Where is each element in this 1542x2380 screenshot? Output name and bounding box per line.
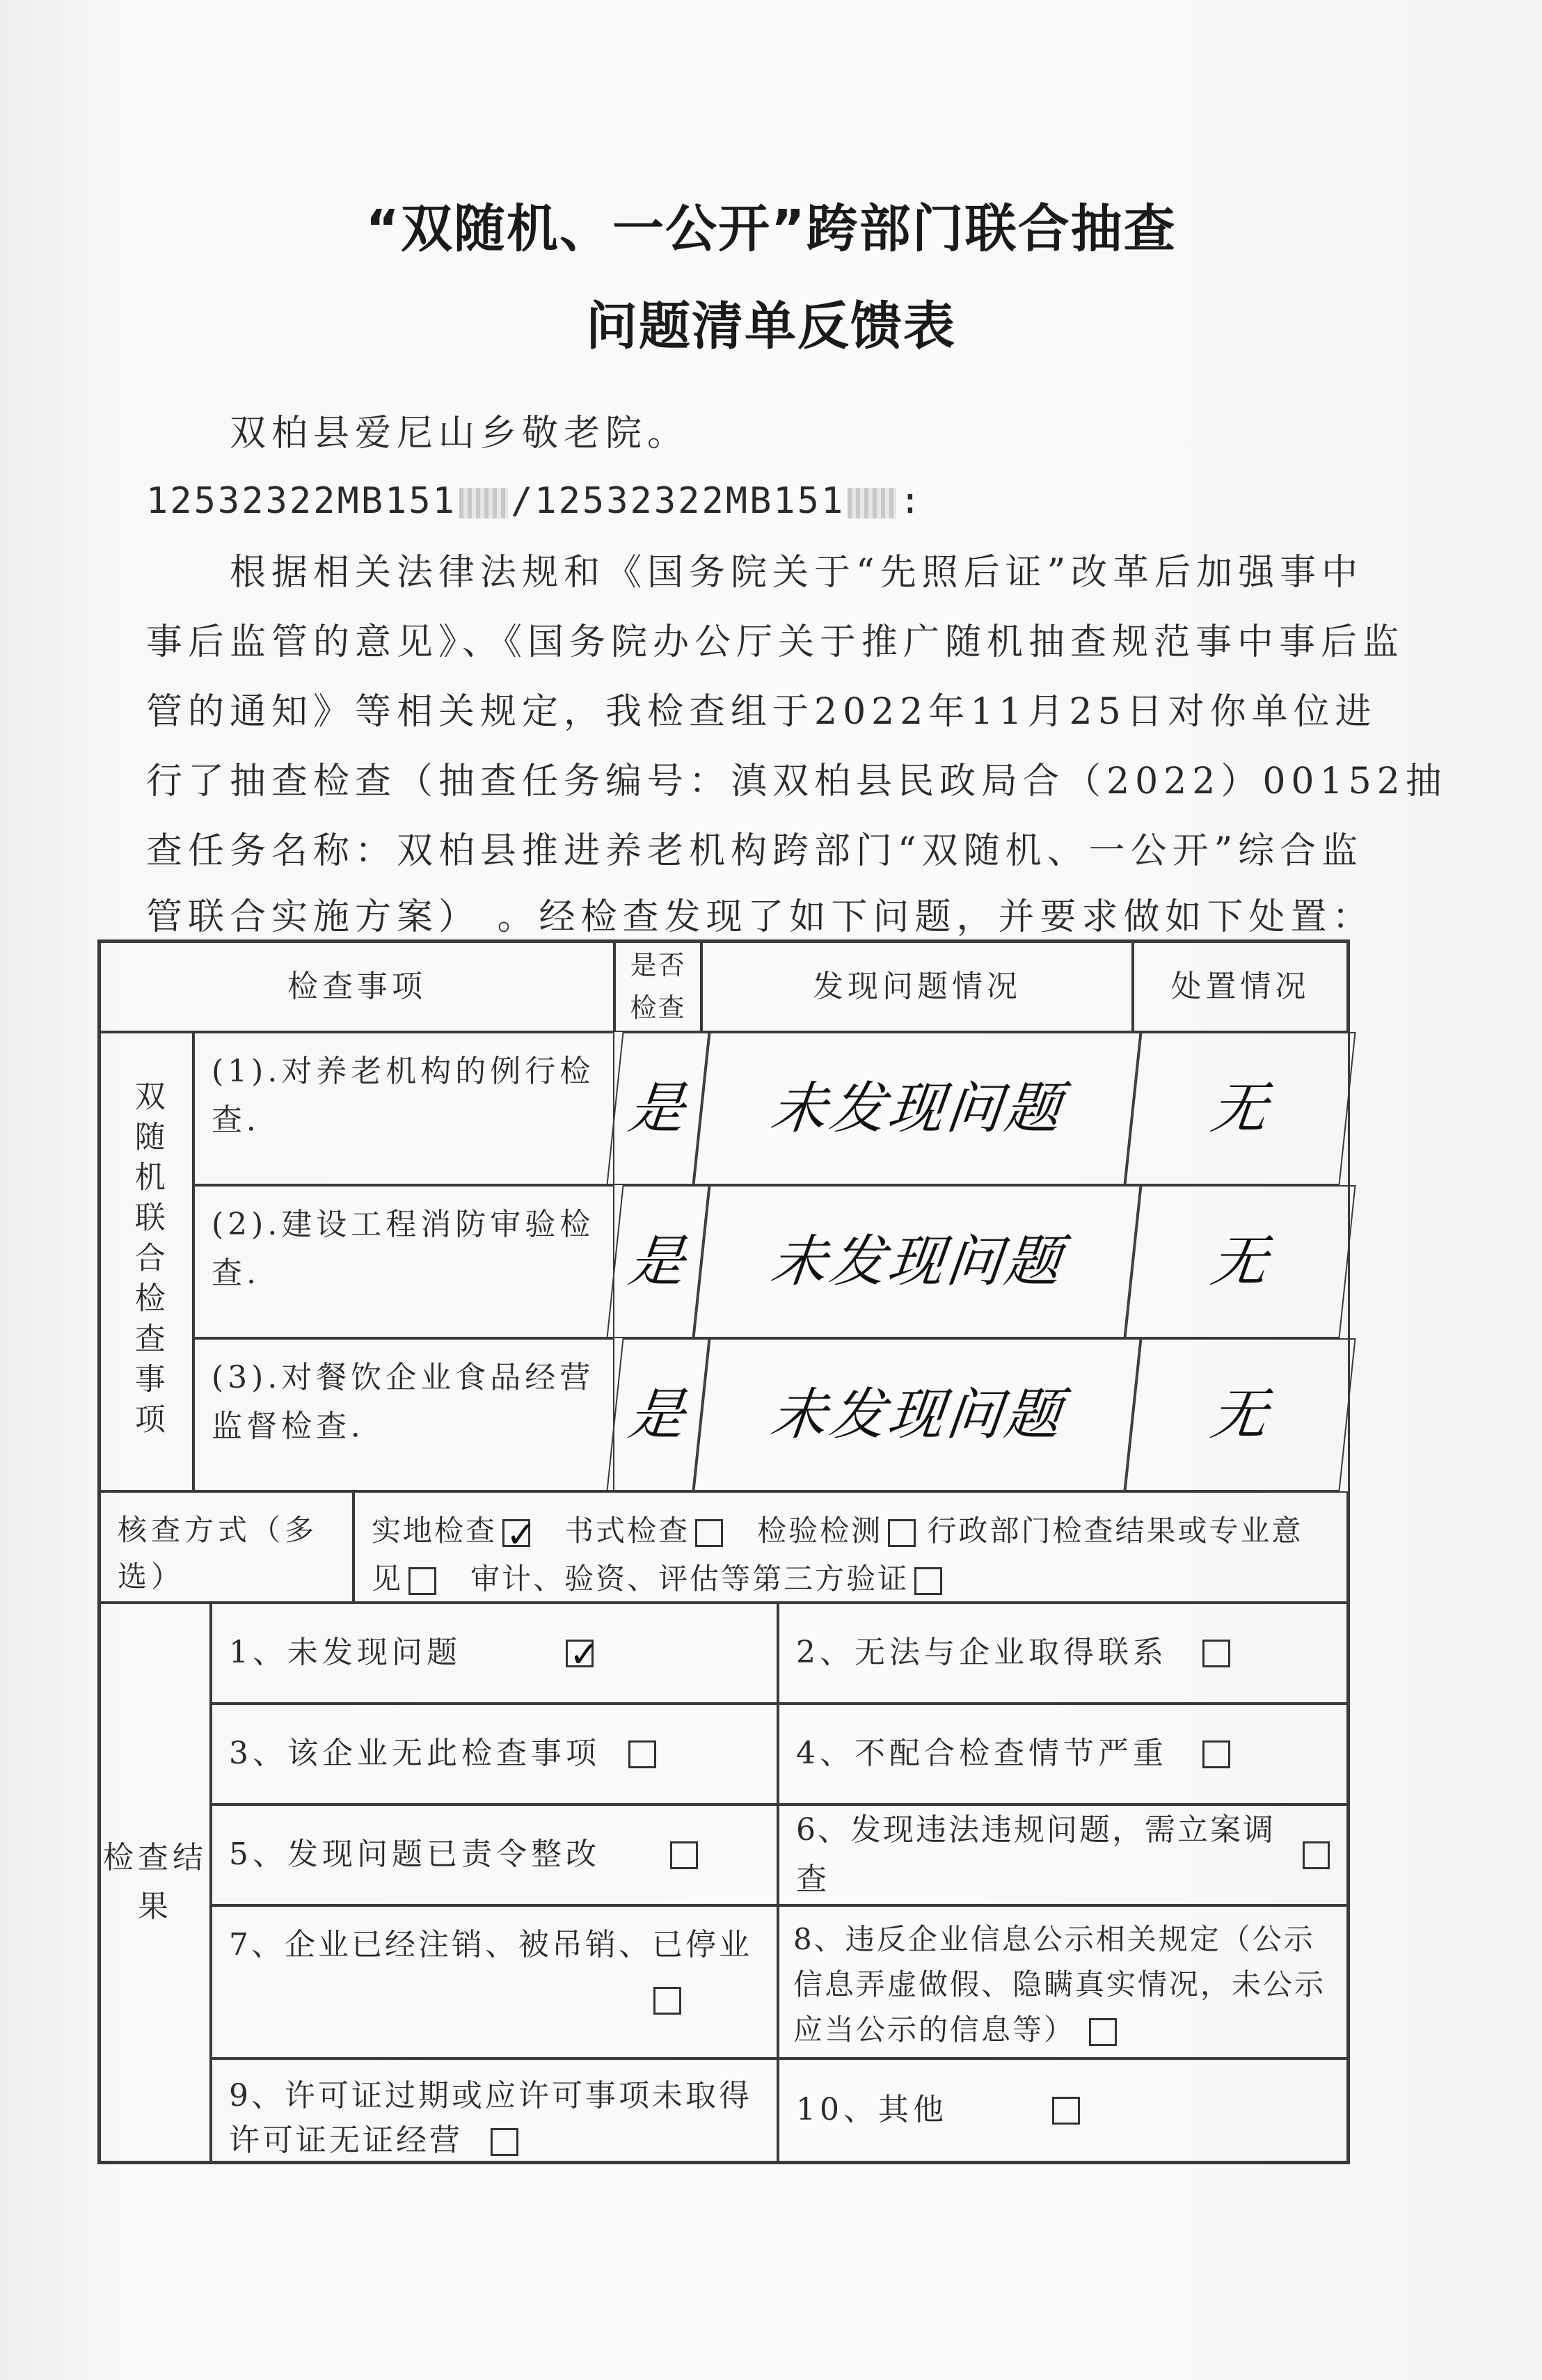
row-found: 未发现问题 [693, 1185, 1140, 1338]
result-option-2[interactable]: 2、无法与企业取得联系 [778, 1603, 1348, 1704]
inspection-table [97, 939, 1350, 2164]
credit-code-1: 12532322MB151 [146, 480, 456, 522]
row-found: 未发现问题 [693, 1032, 1140, 1185]
group-label-cell [100, 1032, 193, 1491]
body-line: 行了抽查检查（抽查任务编号：滇双柏县民政局合（2022）00152抽 [146, 761, 1447, 802]
checkbox[interactable] [1089, 2018, 1117, 2046]
credit-code-suffix: : [899, 480, 923, 522]
checkbox[interactable] [1202, 1740, 1230, 1768]
method-option[interactable]: 实地检查✓ [372, 1514, 530, 1548]
credit-code-2: /12532322MB151 [511, 480, 845, 522]
checkbox[interactable] [491, 2128, 518, 2156]
row-item: (2).建设工程消防审验检查. [193, 1185, 614, 1338]
recipient-name: 双柏县爱尼山乡敬老院。 [230, 413, 690, 454]
result-option-5[interactable]: 5、发现问题已责令整改 [211, 1804, 778, 1905]
body-line: 事后监管的意见》、《国务院办公厅关于推广随机抽查规范事中事后监 [146, 621, 1405, 663]
checkbox[interactable] [1303, 1841, 1330, 1869]
body-line: 管的通知》等相关规定，我检查组于2022年11月25日对你单位进 [146, 691, 1377, 733]
checkbox[interactable] [670, 1841, 698, 1869]
row-handling: 无 [1124, 1185, 1356, 1338]
checkbox[interactable] [408, 1567, 436, 1595]
checkbox-checked[interactable] [566, 1640, 594, 1667]
row-found: 未发现问题 [693, 1338, 1140, 1491]
credit-code-line [146, 480, 923, 522]
row-checked: 是 [606, 1338, 709, 1491]
checkbox[interactable] [914, 1567, 942, 1595]
result-option-3[interactable]: 3、该企业无此检查事项 [211, 1704, 778, 1804]
checkbox-checked[interactable] [502, 1519, 530, 1547]
checkbox[interactable] [888, 1519, 916, 1547]
checkbox[interactable] [628, 1740, 656, 1768]
checkbox[interactable] [1202, 1640, 1230, 1667]
checkbox[interactable] [653, 1987, 681, 2015]
method-options [353, 1491, 1348, 1603]
method-label: 核查方式（多选） [100, 1491, 353, 1603]
document-title: “双随机、一公开”跨部门联合抽查 [365, 199, 1177, 259]
redacted-block [848, 488, 896, 518]
document-subtitle: 问题清单反馈表 [586, 296, 956, 356]
row-handling: 无 [1124, 1338, 1356, 1491]
row-item: (1).对养老机构的例行检查． [193, 1032, 614, 1185]
method-option[interactable]: 书式检查 [564, 1514, 723, 1548]
header-found: 发现问题情况 [701, 942, 1133, 1032]
row-handling: 无 [1124, 1032, 1356, 1185]
body-line: 根据相关法律法规和《国务院关于“先照后证”改革后加强事中 [230, 552, 1364, 594]
result-option-7[interactable]: 7、企业已经注销、被吊销、已停业 [211, 1905, 778, 2058]
result-option-9[interactable]: 9、许可证过期或应许可事项未取得许可证无证经营 [211, 2058, 778, 2162]
result-option-8[interactable]: 8、违反企业信息公示相关规定（公示信息弄虚做假、隐瞒真实情况，未公示应当公示的信息等） [778, 1905, 1348, 2058]
redacted-block [459, 488, 508, 518]
header-item: 检查事项 [100, 942, 614, 1032]
body-line: 管联合实施方案） 。经检查发现了如下问题，并要求做如下处置： [146, 896, 1374, 938]
row-checked: 是 [606, 1032, 709, 1185]
body-line: 查任务名称：双柏县推进养老机构跨部门“双随机、一公开”综合监 [146, 830, 1364, 872]
row-item: (3).对餐饮企业食品经营监督检查． [193, 1338, 614, 1491]
result-option-10[interactable]: 10、其他 [778, 2058, 1348, 2162]
result-label: 检查结果 [100, 1603, 211, 2162]
row-checked: 是 [606, 1185, 709, 1338]
method-option[interactable]: 审计、验资、评估等第三方验证 [470, 1562, 942, 1596]
checkbox[interactable] [695, 1519, 723, 1547]
header-checked: 是否检查 [614, 942, 701, 1032]
group-label: 双随机联合检查事项 [129, 1080, 165, 1443]
header-handling: 处置情况 [1133, 942, 1348, 1032]
checkbox[interactable] [1052, 2097, 1080, 2125]
method-option[interactable]: 行政部门检查结果或专业意见 [372, 1514, 1303, 1596]
result-option-1[interactable]: 1、未发现问题 ✓ [211, 1603, 778, 1704]
result-option-4[interactable]: 4、不配合检查情节严重 [778, 1704, 1348, 1804]
method-option[interactable]: 检验检测 [757, 1514, 916, 1548]
result-option-6[interactable]: 6、发现违法违规问题，需立案调查 [778, 1804, 1348, 1905]
